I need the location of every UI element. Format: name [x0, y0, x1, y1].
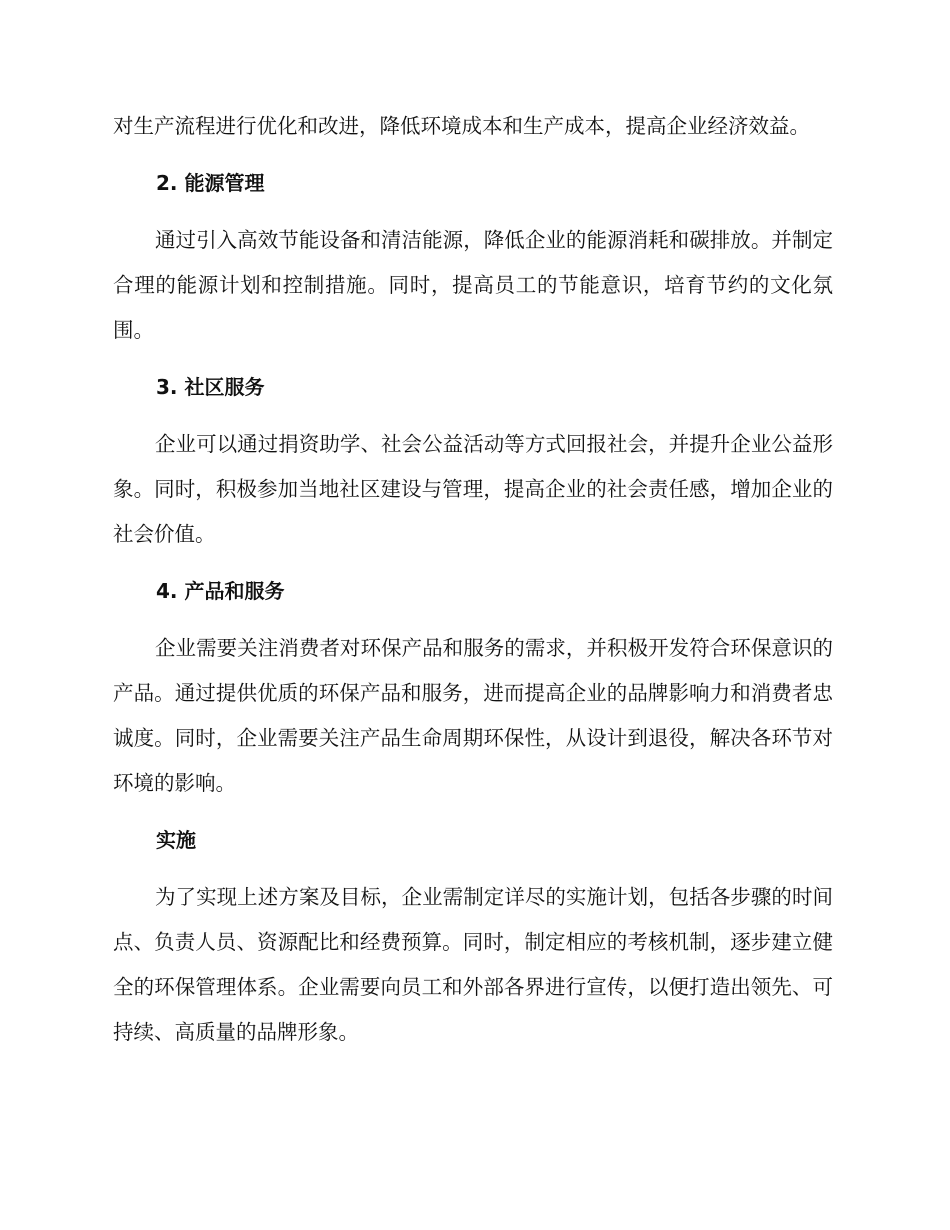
- document-body: [113, 104, 833, 1055]
- paragraph-community-service: 企业可以通过捐资助学、社会公益活动等方式回报社会，并提升企业公益形象。同时，积极参加当地社区建设与管理，提高企业的社会责任感，增加企业的社会价值。: [113, 432, 833, 546]
- section-heading-energy-management: 2. 能源管理: [156, 171, 265, 195]
- paragraph-implementation: 为了实现上述方案及目标，企业需制定详尽的实施计划，包括各步骤的时间点、负责人员、资源配比和经费预算。同时，制定相应的考核机制，逐步建立健全的环保管理体系。企业需要向员工和外部各界进行宣传，以便打造出领先、可持续、高质量的品牌形象。: [113, 885, 833, 1044]
- section-heading-community-service: 3. 社区服务: [156, 375, 265, 399]
- section-heading-implementation: 实施: [156, 828, 196, 852]
- section-heading-products-services: 4. 产品和服务: [156, 579, 285, 603]
- paragraph-energy-management: 通过引入高效节能设备和清洁能源，降低企业的能源消耗和碳排放。并制定合理的能源计划和控制措施。同时，提高员工的节能意识，培育节约的文化氛围。: [113, 228, 833, 342]
- paragraph-products-services: 企业需要关注消费者对环保产品和服务的需求，并积极开发符合环保意识的产品。通过提供优质的环保产品和服务，进而提高企业的品牌影响力和消费者忠诚度。同时，企业需要关注产品生命周期环保性，从设计到退役，解决各环节对环境的影响。: [113, 636, 833, 795]
- paragraph-continuation: 对生产流程进行优化和改进，降低环境成本和生产成本，提高企业经济效益。: [113, 114, 810, 138]
